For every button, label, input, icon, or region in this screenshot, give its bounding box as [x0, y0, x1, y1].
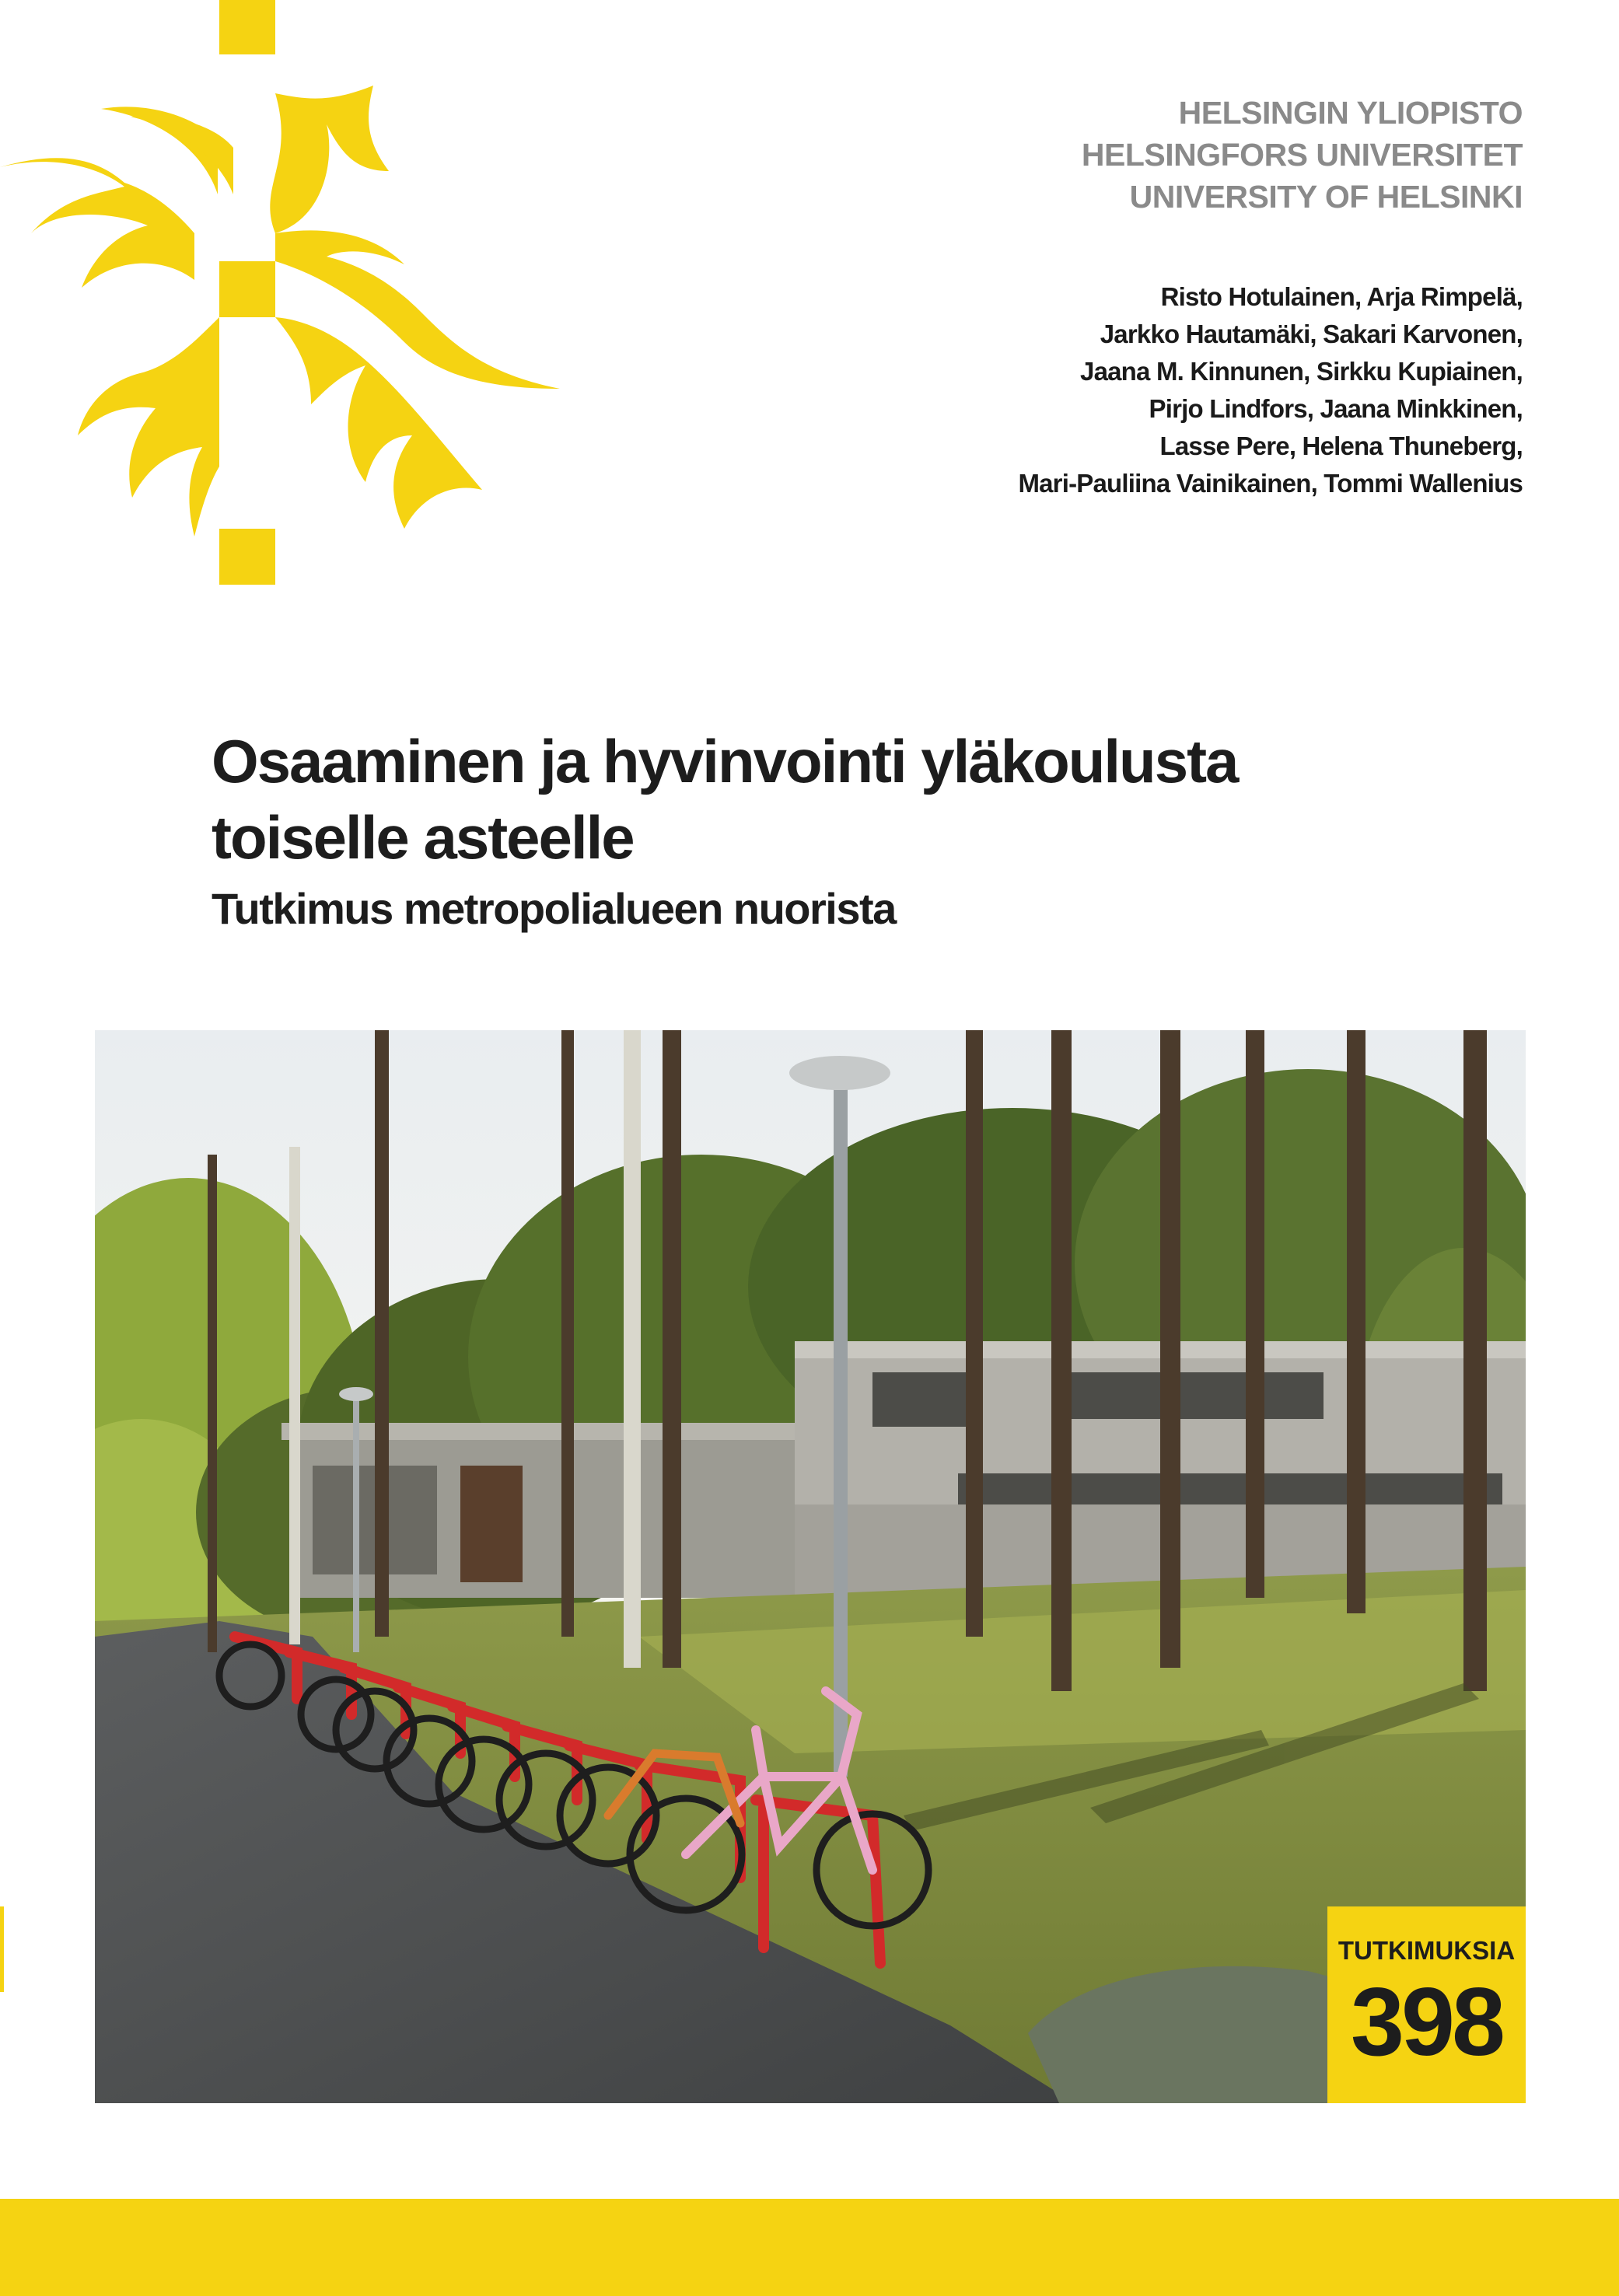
- university-name-fi: HELSINGIN YLIOPISTO: [1178, 95, 1523, 131]
- main-title-line-1: Osaaminen ja hyvinvointi yläkoulusta: [212, 727, 1238, 795]
- author-line: Pirjo Lindfors, Jaana Minkkinen,: [1149, 394, 1523, 423]
- edge-accent: [0, 1906, 4, 1992]
- main-title-line-2: toiselle asteelle: [212, 803, 634, 872]
- university-names: [1082, 92, 1523, 218]
- author-line: Jaana M. Kinnunen, Sirkku Kupiainen,: [1080, 357, 1523, 386]
- author-list: [1018, 278, 1523, 502]
- series-label: TUTKIMUKSIA: [1338, 1936, 1516, 1965]
- author-line: Risto Hotulainen, Arja Rimpelä,: [1160, 282, 1523, 311]
- series-badge: [1327, 1906, 1526, 2103]
- university-name-sv: HELSINGFORS UNIVERSITET: [1081, 137, 1523, 173]
- main-title: [212, 723, 1533, 875]
- series-number: 398: [1351, 1969, 1502, 2076]
- cover-photo: [95, 1030, 1526, 2103]
- bottom-color-bar: [0, 2199, 1619, 2296]
- author-line: Jarkko Hautamäki, Sakari Karvonen,: [1100, 320, 1523, 348]
- title-block: [212, 723, 1533, 936]
- author-line: Lasse Pere, Helena Thuneberg,: [1159, 432, 1523, 460]
- university-logo-icon: [0, 0, 575, 591]
- subtitle: Tutkimus metropolialueen nuorista: [212, 884, 896, 933]
- author-line: Mari-Pauliina Vainikainen, Tommi Wallenius: [1018, 469, 1523, 498]
- university-name-en: UNIVERSITY OF HELSINKI: [1129, 179, 1523, 215]
